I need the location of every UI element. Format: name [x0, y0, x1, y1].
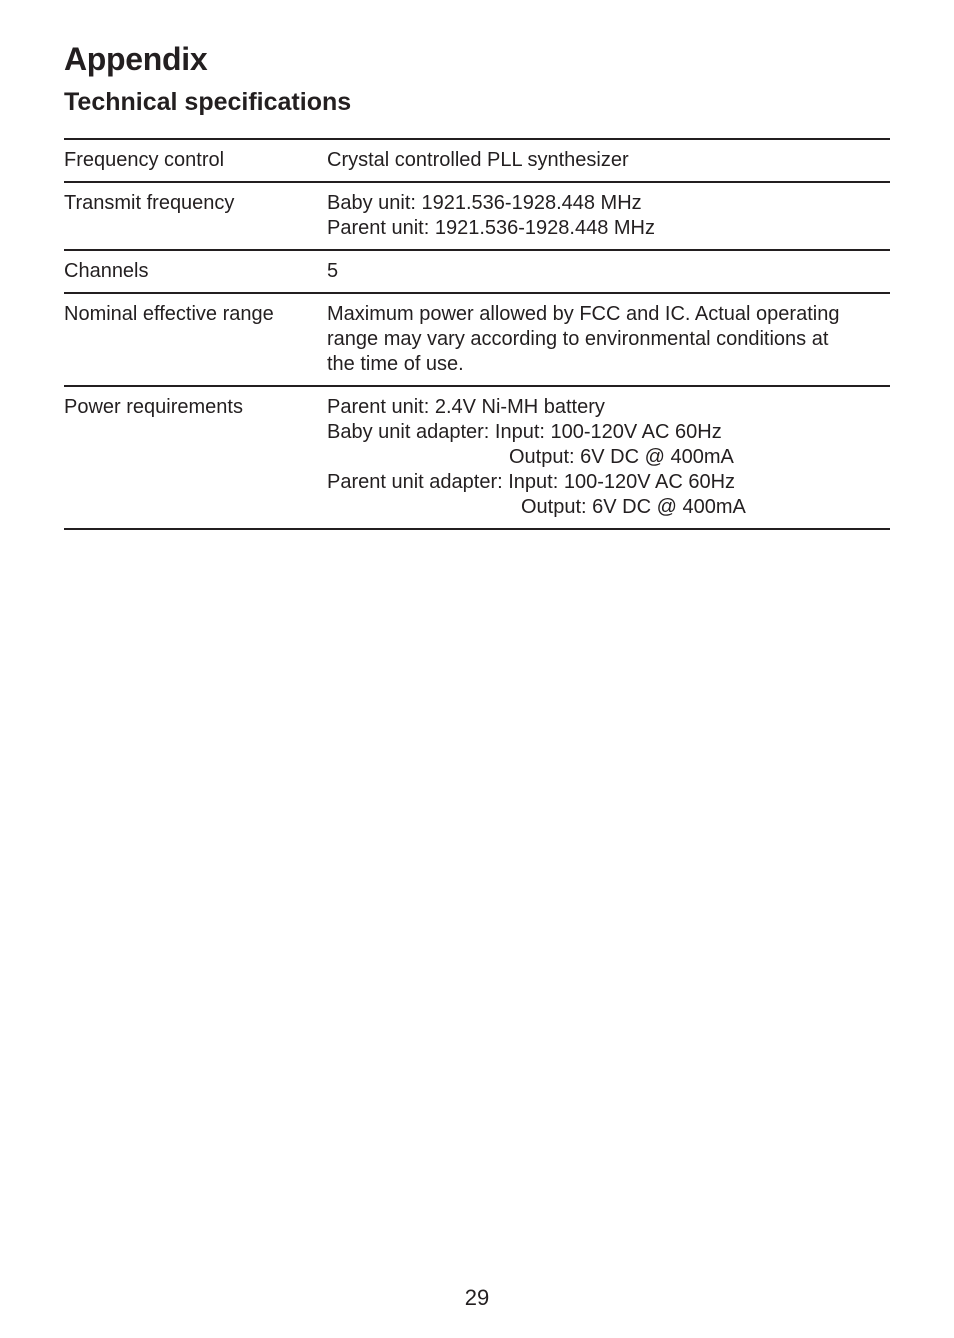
spec-value-line: Output: 6V DC @ 400mA	[509, 446, 734, 468]
spec-row-power-requirements	[64, 387, 890, 530]
spec-value	[327, 148, 890, 173]
page-number: 29	[464, 1285, 490, 1310]
spec-label: Channels	[64, 260, 149, 282]
spec-value-line: Parent unit adapter: Input: 100-120V AC 60Hz	[327, 471, 736, 493]
spec-row-channels	[64, 251, 890, 294]
spec-value	[327, 191, 890, 241]
spec-label: Transmit frequency	[64, 192, 235, 214]
spec-row-frequency-control	[64, 140, 890, 183]
spec-value-line: Baby unit adapter: Input: 100-120V AC 60Hz	[327, 421, 722, 443]
technical-specifications-table	[64, 138, 890, 530]
spec-label: Frequency control	[64, 149, 225, 171]
spec-row-nominal-effective-range	[64, 294, 890, 387]
spec-label: Nominal effective range	[64, 303, 274, 325]
spec-value-line: range may vary according to environmental conditions at	[327, 328, 829, 350]
spec-value-line: Maximum power allowed by FCC and IC. Actual operating	[327, 303, 840, 325]
page-title: Appendix	[64, 41, 208, 77]
spec-value	[327, 302, 890, 377]
section-title: Technical specifications	[64, 88, 352, 116]
spec-value-line: Crystal controlled PLL synthesizer	[327, 149, 629, 171]
spec-label: Power requirements	[64, 396, 243, 418]
spec-value-line: Baby unit: 1921.536-1928.448 MHz	[327, 192, 642, 214]
spec-value-line: the time of use.	[327, 353, 464, 375]
spec-value	[327, 259, 890, 284]
spec-value-line: Parent unit: 2.4V Ni-MH battery	[327, 396, 605, 418]
spec-value-line: Parent unit: 1921.536-1928.448 MHz	[327, 217, 655, 239]
spec-row-transmit-frequency	[64, 183, 890, 251]
spec-value-line: Output: 6V DC @ 400mA	[521, 496, 746, 518]
spec-value-line: 5	[327, 260, 339, 282]
spec-value	[327, 395, 890, 520]
